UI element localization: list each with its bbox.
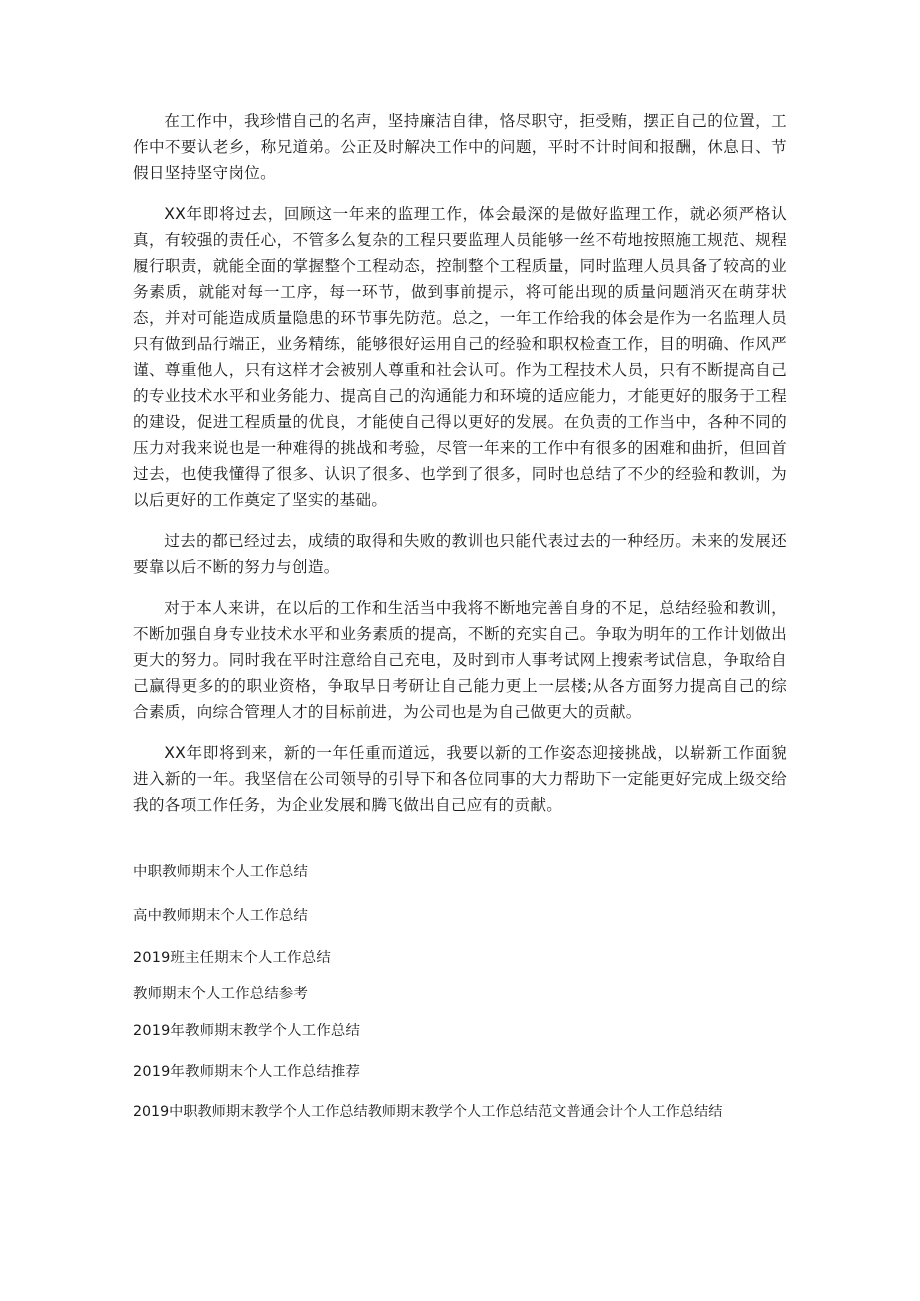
related-link-teacher-reference[interactable]: 教师期末个人工作总结参考 [133, 986, 309, 1002]
related-link-secondary-vocational-teacher[interactable]: 中职教师期末个人工作总结 [133, 864, 309, 880]
paragraph-self-improvement: 对于本人来讲，在以后的工作和生活当中我将不断地完善自身的不足，总结经验和教训，不断加强自身专业技术水平和业务素质的提高，不断的充实自己。争取为明年的工作计划做出更大的努力。同时我在平时注意给自己充电，及时到市人事考试网上搜索考试信息，争取给自己赢得更多的的职业资格，争取早日考研让自己能力更上一层楼;从各方面努力提高自己的综合素质，向综合管理人才的目标前进，为公司也是为自己做更大的贡献。 [133, 599, 787, 721]
related-link-teacher-teaching-2019[interactable]: 2019年教师期末教学个人工作总结 [133, 1023, 361, 1039]
article-body [133, 108, 787, 833]
paragraph-integrity: 在工作中，我珍惜自己的名声，坚持廉洁自律，恪尽职守，拒受贿，摆正自己的位置，工作中不要认老乡，称兄道弟。公正及时解决工作中的问题，平时不计时间和报酬，休息日、节假日坚持坚守岗位。 [133, 112, 787, 182]
paragraph-past-experience: 过去的都已经过去，成绩的取得和失败的教训也只能代表过去的一种经历。未来的发展还要靠以后不断的努力与创造。 [133, 532, 787, 576]
related-link-combined-2019[interactable]: 2019中职教师期末教学个人工作总结教师期末教学个人工作总结范文普通会计个人工作总结结 [133, 1104, 723, 1120]
paragraph-new-year: XX年即将到来，新的一年任重而道远，我要以新的工作姿态迎接挑战，以崭新工作面貌进入新的一年。我坚信在公司领导的引导下和各位同事的大力帮助下一定能更好完成上级交给我的各项工作任务，为企业发展和腾飞做出自己应有的贡献。 [133, 744, 787, 814]
related-link-head-teacher-2019[interactable]: 2019班主任期末个人工作总结 [133, 950, 331, 966]
related-link-teacher-recommended-2019[interactable]: 2019年教师期末个人工作总结推荐 [133, 1064, 361, 1080]
related-articles-list [133, 862, 793, 1122]
related-link-high-school-teacher[interactable]: 高中教师期末个人工作总结 [133, 908, 309, 924]
paragraph-year-review: XX年即将过去，回顾这一年来的监理工作，体会最深的是做好监理工作，就必须严格认真，有较强的责任心，不管多么复杂的工程只要监理人员能够一丝不苟地按照施工规范、规程履行职责，就能全面的掌握整个工程动态，控制整个工程质量，同时监理人员具备了较高的业务素质，就能对每一工序，每一环节，做到事前提示，将可能出现的质量问题消灭在萌芽状态，并对可能造成质量隐患的环节事先防范。总之，一年工作给我的体会是作为一名监理人员只有做到品行端正，业务精练，能够很好运用自己的经验和职权检查工作，目的明确、作风严谨、尊重他人，只有这样才会被别人尊重和社会认可。作为工程技术人员，只有不断提高自己的专业技术水平和业务能力、提高自己的沟通能力和环境的适应能力，才能更好的服务于工程的建设，促进工程质量的优良，才能使自己得以更好的发展。在负责的工作当中，各种不同的压力对我来说也是一种难得的挑战和考验，尽管一年来的工作中有很多的困难和曲折，但回首过去，也使我懂得了很多、认识了很多、也学到了很多，同时也总结了不少的经验和教训，为以后更好的工作奠定了坚实的基础。 [133, 205, 787, 509]
